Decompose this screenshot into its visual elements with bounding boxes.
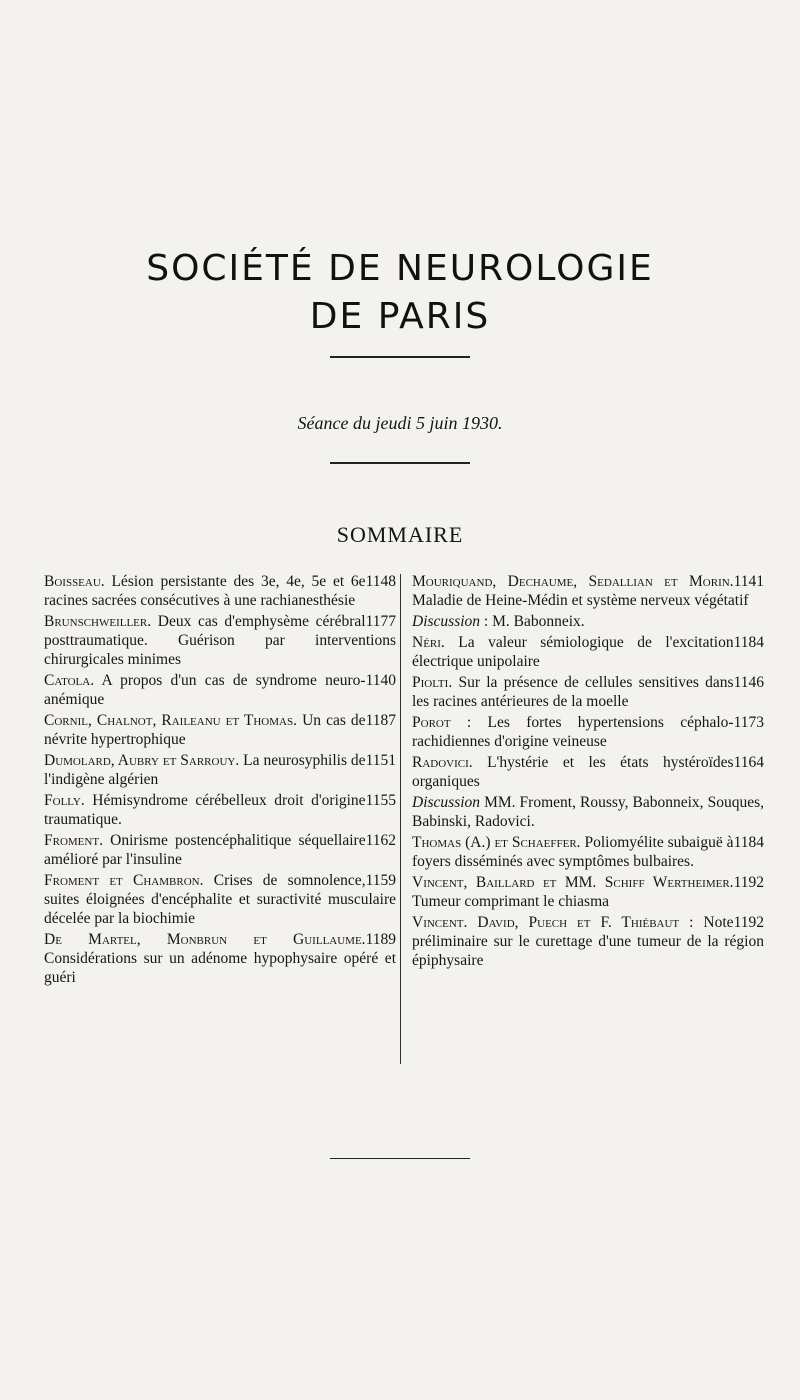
society-title-city: DE PARIS (309, 296, 491, 337)
entry-authors: Froment et Chambron. (44, 872, 204, 889)
entry-title: Onirisme postencéphalitique séquellaire amélioré par l'insuline (44, 832, 366, 868)
summary-entry (412, 713, 764, 751)
entry-title: L'hystérie et les états hystéroïdes organiques (412, 754, 734, 790)
entry-authors: Froment. (44, 832, 103, 849)
entry-authors: Porot (412, 714, 451, 731)
entry-title: Hémisyndrome cérébelleux droit d'origine traumatique. (44, 792, 366, 828)
entry-authors: Piolti. (412, 674, 453, 691)
footer-rule (330, 1158, 470, 1159)
entry-title: Poliomyélite subaiguë à foyers disséminés avec symptômes bulbaires. (412, 834, 734, 870)
summary-left-column (44, 572, 396, 989)
entry-title: Un cas de névrite hypertrophique (44, 712, 366, 748)
entry-title: : Les fortes hypertensions céphalo-rachidiennes d'origine veineuse (412, 714, 734, 750)
entry-title: : M. Babonneix. (483, 613, 585, 630)
entry-authors: Catola. (44, 672, 95, 689)
entry-authors: Cornil, Chalnot, Raileanu et Thomas. (44, 712, 297, 729)
summary-entry (412, 572, 764, 610)
entry-authors: Mouriquand, Dechaume, Sedallian et Morin. (412, 573, 734, 590)
summary-entry (412, 833, 764, 871)
entry-title: Considérations sur un adénome hypophysaire opéré et guéri (44, 950, 396, 986)
entry-discussion-label: Discussion (412, 613, 481, 630)
session-rule (330, 462, 470, 464)
entry-authors: Néri. (412, 634, 445, 651)
entry-authors: Folly. (44, 792, 85, 809)
summary-entry (412, 633, 764, 671)
entry-page-number: 1173 (733, 714, 764, 731)
summary-entry (44, 871, 396, 928)
entry-title: Sur la présence de cellules sensitives dans les racines antérieures de la moelle (412, 674, 734, 710)
entry-title: A propos d'un cas de syndrome neuro-anémique (44, 672, 366, 708)
entry-title: : Note préliminaire sur le curettage d'une tumeur de la région épiphysaire (412, 914, 764, 969)
entry-page-number: 1155 (365, 792, 396, 809)
entry-authors: Vincent, Baillard et MM. Schiff Wertheimer. (412, 874, 734, 891)
summary-entry (412, 612, 764, 631)
summary-entry (44, 671, 396, 709)
entry-page-number: 1192 (733, 914, 764, 931)
entry-authors: Brunschweiller. (44, 613, 152, 630)
title-rule (330, 356, 470, 358)
entry-page-number: 1146 (733, 674, 764, 691)
entry-title: Crises de somnolence, suites éloignées d'encéphalite et suractivité musculaire décelée par la biochimie (44, 872, 396, 927)
summary-entry (412, 913, 764, 970)
summary-entry (44, 930, 396, 987)
entry-page-number: 1151 (365, 752, 396, 769)
summary-entry (412, 673, 764, 711)
society-title: SOCIÉTÉ DE NEUROLOGIE (146, 248, 654, 289)
entry-page-number: 1140 (365, 672, 396, 689)
entry-page-number: 1189 (365, 931, 396, 948)
summary-entry (44, 751, 396, 789)
entry-page-number: 1184 (733, 834, 764, 851)
column-divider (400, 574, 401, 1064)
summary-entry (412, 753, 764, 791)
summary-entry (44, 572, 396, 610)
entry-title: La valeur sémiologique de l'excitation électrique unipolaire (412, 634, 734, 670)
entry-page-number: 1141 (733, 573, 764, 590)
summary-entry (412, 873, 764, 911)
summary-entry (44, 831, 396, 869)
summary-entry (412, 793, 764, 831)
entry-discussion-label: Discussion (412, 794, 481, 811)
session-date: Séance du jeudi 5 juin 1930. (297, 413, 503, 433)
entry-page-number: 1184 (733, 634, 764, 651)
entry-page-number: 1177 (365, 613, 396, 630)
entry-authors: Vincent. David, Puech et F. Thiébaut (412, 914, 680, 931)
entry-page-number: 1192 (733, 874, 764, 891)
entry-page-number: 1159 (365, 872, 396, 889)
entry-authors: Dumolard, Aubry et Sarrouy. (44, 752, 240, 769)
summary-entry (44, 612, 396, 669)
entry-authors: Thomas (A.) et Schaeffer. (412, 834, 581, 851)
entry-page-number: 1187 (365, 712, 396, 729)
entry-authors: Boisseau. (44, 573, 105, 590)
entry-title: Tumeur comprimant le chiasma (412, 893, 610, 910)
entry-authors: De Martel, Monbrun et Guillaume. (44, 931, 366, 948)
entry-title: MM. Froment, Roussy, Babonneix, Souques, Babinski, Radovici. (412, 794, 764, 830)
summary-heading: SOMMAIRE (336, 522, 464, 547)
entry-page-number: 1164 (733, 754, 764, 771)
entry-title: Deux cas d'emphysème cérébral posttraumatique. Guérison par interventions chirurgicales minimes (44, 613, 396, 668)
entry-authors: Radovici. (412, 754, 473, 771)
entry-page-number: 1148 (365, 573, 396, 590)
summary-entry (44, 711, 396, 749)
entry-title: Lésion persistante des 3e, 4e, 5e et 6e racines sacrées consécutives à une rachianesthésie (44, 573, 366, 609)
summary-right-column (412, 572, 764, 972)
entry-title: La neurosyphilis de l'indigène algérien (44, 752, 366, 788)
entry-page-number: 1162 (365, 832, 396, 849)
summary-entry (44, 791, 396, 829)
entry-title: Maladie de Heine-Médin et système nerveux végétatif (412, 592, 749, 609)
